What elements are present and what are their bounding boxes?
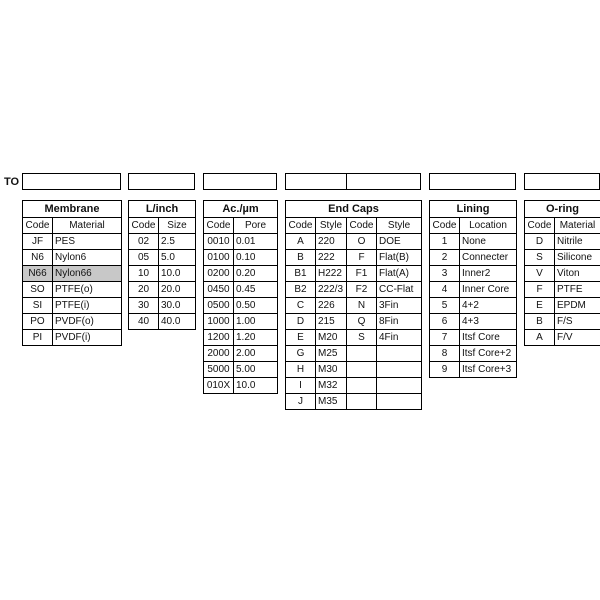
endcaps-value-cell: DOE [377,234,422,250]
acum-code-cell: 1200 [204,330,234,346]
table-row [430,298,517,314]
acum-code-cell: 1000 [204,314,234,330]
endcaps-value-cell [377,394,422,410]
lining-value-cell: Inner Core [460,282,517,298]
acum-value-cell: 0.10 [234,250,278,266]
endcaps-code-cell: S [347,330,377,346]
linch-value-cell: 2.5 [159,234,196,250]
table-row [23,330,122,346]
membrane-value-cell: PVDF(o) [53,314,122,330]
lining-value-cell: Inner2 [460,266,517,282]
endcaps-header: Style [316,218,347,234]
acum-value-cell: 1.00 [234,314,278,330]
linch-code-cell: 20 [129,282,159,298]
lining-code-cell: 4 [430,282,460,298]
endcaps-value-cell: 226 [316,298,347,314]
table-row [525,234,600,250]
endcaps-code-cell: F [347,250,377,266]
acum-code-cell: 0010 [204,234,234,250]
table-row [286,282,422,298]
endcaps-code-cell [347,394,377,410]
table-row [525,298,600,314]
acum-value-cell: 1.20 [234,330,278,346]
table-row [23,266,122,282]
to-field-lining[interactable] [429,173,516,190]
endcaps-code-cell: H [286,362,316,378]
linch-code-cell: 10 [129,266,159,282]
endcaps-code-cell: I [286,378,316,394]
endcaps-code-cell: J [286,394,316,410]
endcaps-value-cell: 222 [316,250,347,266]
table-row [430,266,517,282]
endcaps-table [285,200,422,410]
table-row [525,282,600,298]
oring-value-cell: F/V [555,330,600,346]
table-row [23,234,122,250]
lining-value-cell: Itsf Core+2 [460,346,517,362]
oring-code-cell: S [525,250,555,266]
table-row [430,282,517,298]
linch-title: L/inch [129,201,196,218]
oring-value-cell: F/S [555,314,600,330]
table-row [286,314,422,330]
linch-value-cell: 40.0 [159,314,196,330]
table-row [204,346,278,362]
membrane-code-cell: N66 [23,266,53,282]
acum-header: Code [204,218,234,234]
membrane-code-cell: SI [23,298,53,314]
lining-header: Code [430,218,460,234]
membrane-value-cell: PVDF(i) [53,330,122,346]
acum-code-cell: 2000 [204,346,234,362]
table-row [430,330,517,346]
endcaps-header: Code [286,218,316,234]
oring-value-cell: EPDM [555,298,600,314]
to-field-endcaps[interactable] [285,173,421,190]
lining-code-cell: 5 [430,298,460,314]
table-row [286,266,422,282]
oring-value-cell: Nitrile [555,234,600,250]
linch-table [128,200,196,330]
acum-value-cell: 5.00 [234,362,278,378]
membrane-value-cell: Nylon66 [53,266,122,282]
lining-value-cell: Itsf Core+3 [460,362,517,378]
endcaps-code-cell: C [286,298,316,314]
endcaps-code-cell [347,346,377,362]
acum-code-cell: 010X [204,378,234,394]
oring-table [524,200,600,346]
table-row [204,378,278,394]
to-field-oring[interactable] [524,173,600,190]
endcaps-header: Style [377,218,422,234]
table-row [129,266,196,282]
table-row [204,330,278,346]
linch-code-cell: 40 [129,314,159,330]
membrane-value-cell: PTFE(o) [53,282,122,298]
table-row [204,314,278,330]
endcaps-value-cell: 4Fin [377,330,422,346]
lining-table [429,200,517,378]
table-row [525,250,600,266]
linch-value-cell: 20.0 [159,282,196,298]
membrane-table [22,200,122,346]
endcaps-code-cell: D [286,314,316,330]
table-row [430,234,517,250]
endcaps-value-cell: M20 [316,330,347,346]
membrane-title: Membrane [23,201,122,218]
acum-value-cell: 0.45 [234,282,278,298]
endcaps-code-cell [347,378,377,394]
table-row [23,298,122,314]
table-row [286,394,422,410]
acum-table [203,200,278,394]
lining-code-cell: 9 [430,362,460,378]
acum-title: Ac./µm [204,201,278,218]
to-label: TO [4,176,20,188]
endcaps-value-cell: M25 [316,346,347,362]
acum-code-cell: 0200 [204,266,234,282]
endcaps-code-cell: B1 [286,266,316,282]
endcaps-code-cell [347,362,377,378]
table-row [129,282,196,298]
endcaps-code-cell: O [347,234,377,250]
endcaps-code-cell: B [286,250,316,266]
linch-value-cell: 5.0 [159,250,196,266]
table-row [430,346,517,362]
endcaps-code-cell: B2 [286,282,316,298]
endcaps-value-cell [377,346,422,362]
table-row [525,330,600,346]
linch-header: Code [129,218,159,234]
linch-code-cell: 30 [129,298,159,314]
oring-value-cell: Silicone [555,250,600,266]
lining-header: Location [460,218,517,234]
table-row [430,250,517,266]
membrane-code-cell: SO [23,282,53,298]
oring-title: O-ring [525,201,600,218]
oring-code-cell: D [525,234,555,250]
table-row [129,314,196,330]
lining-value-cell: Connecter [460,250,517,266]
table-row [286,330,422,346]
endcaps-header: Code [347,218,377,234]
to-field-membrane[interactable] [22,173,121,190]
table-row [525,314,600,330]
endcaps-value-cell: CC-Flat [377,282,422,298]
endcaps-title: End Caps [286,201,422,218]
lining-value-cell: Itsf Core [460,330,517,346]
acum-code-cell: 0100 [204,250,234,266]
endcaps-value-cell: 215 [316,314,347,330]
table-row [286,346,422,362]
acum-value-cell: 10.0 [234,378,278,394]
endcaps-value-cell: M35 [316,394,347,410]
oring-code-cell: F [525,282,555,298]
oring-code-cell: E [525,298,555,314]
endcaps-value-cell: 222/3 [316,282,347,298]
table-row [204,250,278,266]
membrane-value-cell: Nylon6 [53,250,122,266]
table-row [23,250,122,266]
table-row [129,234,196,250]
membrane-code-cell: N6 [23,250,53,266]
table-row [204,298,278,314]
oring-value-cell: PTFE [555,282,600,298]
endcaps-code-cell: A [286,234,316,250]
lining-value-cell: None [460,234,517,250]
endcaps-value-cell: H222 [316,266,347,282]
lining-value-cell: 4+3 [460,314,517,330]
oring-header: Code [525,218,555,234]
table-row [286,234,422,250]
endcaps-value-cell: Flat(B) [377,250,422,266]
endcaps-value-cell [377,362,422,378]
lining-code-cell: 8 [430,346,460,362]
membrane-code-cell: JF [23,234,53,250]
lining-code-cell: 1 [430,234,460,250]
membrane-value-cell: PES [53,234,122,250]
table-row [23,282,122,298]
oring-code-cell: V [525,266,555,282]
endcaps-code-cell: N [347,298,377,314]
table-row [525,266,600,282]
linch-header: Size [159,218,196,234]
endcaps-code-cell: E [286,330,316,346]
table-row [430,362,517,378]
table-row [204,266,278,282]
linch-code-cell: 05 [129,250,159,266]
lining-code-cell: 7 [430,330,460,346]
endcaps-value-cell: 8Fin [377,314,422,330]
endcaps-code-cell: F1 [347,266,377,282]
linch-code-cell: 02 [129,234,159,250]
linch-value-cell: 30.0 [159,298,196,314]
table-row [204,362,278,378]
acum-header: Pore [234,218,278,234]
membrane-value-cell: PTFE(i) [53,298,122,314]
acum-code-cell: 5000 [204,362,234,378]
membrane-code-cell: PO [23,314,53,330]
endcaps-value-cell: Flat(A) [377,266,422,282]
acum-code-cell: 0450 [204,282,234,298]
to-field-linch[interactable] [128,173,195,190]
membrane-code-cell: PI [23,330,53,346]
endcaps-value-cell: 220 [316,234,347,250]
acum-value-cell: 0.20 [234,266,278,282]
table-row [286,378,422,394]
endcaps-value-cell [377,378,422,394]
oring-value-cell: Viton [555,266,600,282]
table-row [430,314,517,330]
endcaps-value-cell: 3Fin [377,298,422,314]
lining-value-cell: 4+2 [460,298,517,314]
endcaps-code-cell: G [286,346,316,362]
oring-header: Material [555,218,600,234]
acum-value-cell: 0.50 [234,298,278,314]
table-row [286,250,422,266]
lining-title: Lining [430,201,517,218]
table-row [23,314,122,330]
membrane-header: Material [53,218,122,234]
acum-code-cell: 0500 [204,298,234,314]
to-field-acum[interactable] [203,173,277,190]
endcaps-value-cell: M32 [316,378,347,394]
oring-code-cell: B [525,314,555,330]
table-row [204,282,278,298]
endcaps-value-cell: M30 [316,362,347,378]
linch-value-cell: 10.0 [159,266,196,282]
acum-value-cell: 0.01 [234,234,278,250]
lining-code-cell: 3 [430,266,460,282]
endcaps-code-cell: F2 [347,282,377,298]
endcaps-code-cell: Q [347,314,377,330]
lining-code-cell: 2 [430,250,460,266]
membrane-header: Code [23,218,53,234]
table-row [129,250,196,266]
oring-code-cell: A [525,330,555,346]
table-row [129,298,196,314]
lining-code-cell: 6 [430,314,460,330]
table-row [286,298,422,314]
acum-value-cell: 2.00 [234,346,278,362]
table-row [286,362,422,378]
table-row [204,234,278,250]
